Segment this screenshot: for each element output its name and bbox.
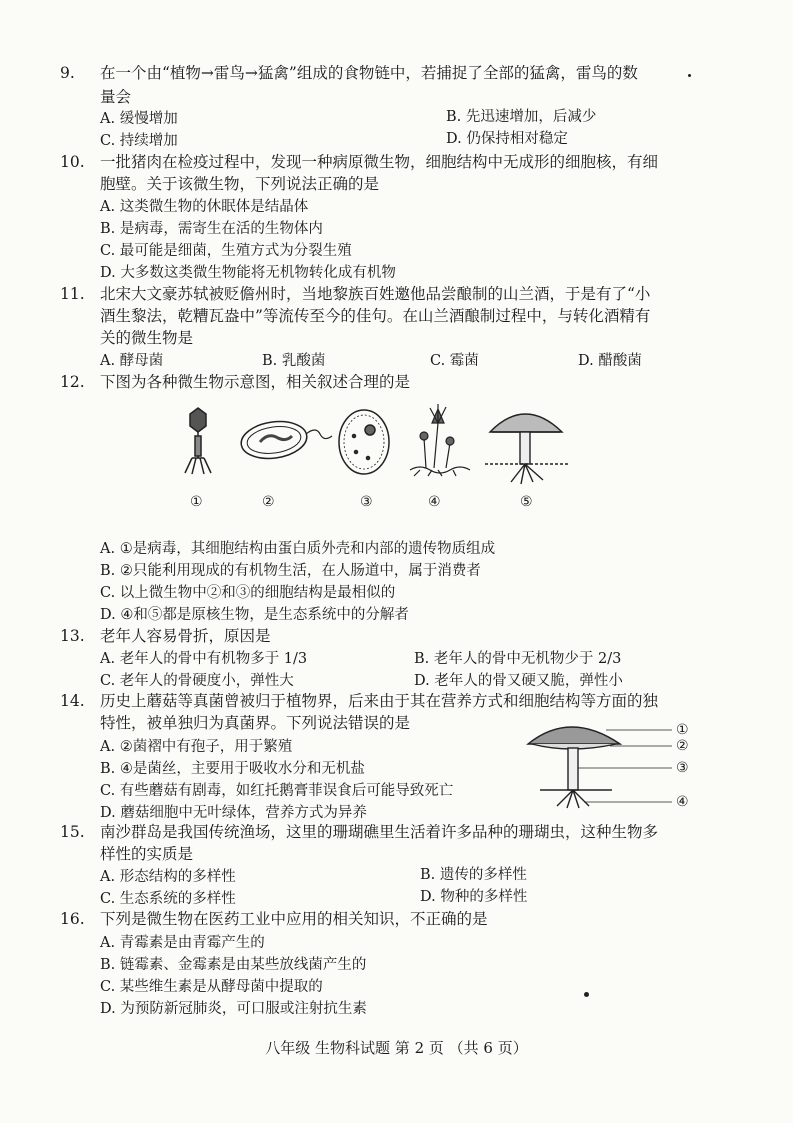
question-13-number: 13.	[60, 627, 85, 645]
question-12-number: 12.	[60, 373, 85, 391]
question-13-option-a: A. 老年人的骨中有机物多于 1/3	[100, 651, 308, 667]
question-14-stem-line-2: 特性，被单独归为真菌界。下列说法错误的是	[100, 714, 411, 732]
question-9-stem-line-1: 在一个由“植物→雷鸟→猛禽”组成的食物链中，若捕捉了全部的猛禽，雷鸟的数	[100, 64, 638, 82]
figure-12-label-2: ②	[262, 494, 275, 510]
question-12-option-d: D. ④和⑤都是原核生物，是生态系统中的分解者	[100, 607, 409, 623]
question-12-option-a: A. ①是病毒，其细胞结构由蛋白质外壳和内部的遗传物质组成	[100, 541, 496, 557]
question-10-option-c: C. 最可能是细菌，生殖方式为分裂生殖	[100, 243, 352, 259]
question-9-option-b: B. 先迅速增加，后减少	[446, 109, 597, 125]
question-15-stem-line-2: 样性的实质是	[100, 845, 194, 863]
question-15-number: 15.	[60, 823, 85, 841]
question-15-option-a: A. 形态结构的多样性	[100, 869, 236, 885]
question-13-option-c: C. 老年人的骨硬度小，弹性大	[100, 673, 294, 689]
question-9-number: 9.	[60, 64, 75, 82]
scan-speck	[584, 992, 589, 997]
question-14-stem-line-1: 历史上蘑菇等真菌曾被归于植物界，后来由于其在营养方式和细胞结构等方面的独	[100, 692, 659, 710]
question-16-option-b: B. 链霉素、金霉素是由某些放线菌产生的	[100, 957, 367, 973]
figure-12-label-3: ③	[360, 494, 373, 510]
question-11-option-c: C. 霉菌	[430, 353, 479, 369]
question-14-option-d: D. 蘑菇细胞中无叶绿体，营养方式为异养	[100, 805, 367, 821]
question-10-number: 10.	[60, 153, 85, 171]
question-9-stem-line-2: 量会	[100, 88, 132, 106]
question-13-option-d: D. 老年人的骨又硬又脆，弹性小	[414, 673, 623, 689]
mold-drawing	[410, 404, 470, 476]
question-10-option-d: D. 大多数这类微生物能将无机物转化成有机物	[100, 265, 396, 281]
scan-speck	[688, 74, 691, 77]
question-11-option-a: A. 酵母菌	[100, 353, 164, 369]
question-9-option-d: D. 仍保持相对稳定	[446, 131, 568, 147]
bacteriophage-drawing	[185, 408, 211, 474]
question-14-number: 14.	[60, 692, 85, 710]
question-11-option-d: D. 醋酸菌	[578, 353, 642, 369]
question-14-option-c: C. 有些蘑菇有剧毒，如红托鹅膏菲误食后可能导致死亡	[100, 783, 454, 799]
question-16-option-c: C. 某些维生素是从酵母菌中提取的	[100, 979, 323, 995]
mushroom-drawing	[485, 414, 568, 484]
question-10-stem-line-2: 胞壁。关于该微生物，下列说法正确的是	[100, 175, 380, 193]
question-11-stem-line-3: 关的微生物是	[100, 329, 194, 347]
question-16-option-d: D. 为预防新冠肺炎，可口服或注射抗生素	[100, 1001, 367, 1017]
figure-14-label-2: ②	[676, 738, 689, 754]
question-13-stem-line-1: 老年人容易骨折，原因是	[100, 627, 271, 645]
bacterium-drawing	[239, 418, 332, 463]
question-11-stem-line-1: 北宋大文豪苏轼被贬儋州时，当地黎族百姓邀他品尝酿制的山兰酒，于是有了“小	[100, 285, 651, 303]
question-10-option-a: A. 这类微生物的休眠体是结晶体	[100, 199, 309, 215]
question-15-option-c: C. 生态系统的多样性	[100, 891, 236, 907]
question-13-option-b: B. 老年人的骨中无机物少于 2/3	[414, 651, 622, 667]
figure-12-label-1: ①	[190, 494, 203, 510]
page-footer: 八年级 生物科试题 第 2 页 （共 6 页）	[265, 1039, 528, 1057]
figure-12-label-5: ⑤	[520, 494, 533, 510]
question-12-stem-line-1: 下图为各种微生物示意图，相关叙述合理的是	[100, 373, 411, 391]
yeast-cell-drawing	[339, 410, 389, 474]
figure-12-label-4: ④	[428, 494, 441, 510]
microorganisms-figure	[170, 398, 570, 493]
figure-14-label-4: ④	[676, 794, 689, 810]
figure-14-label-3: ③	[676, 760, 689, 776]
question-15-option-b: B. 遗传的多样性	[420, 867, 527, 883]
mushroom-structure-figure	[520, 718, 700, 813]
question-14-option-a: A. ②菌褶中有孢子，用于繁殖	[100, 739, 293, 755]
question-16-stem-line-1: 下列是微生物在医药工业中应用的相关知识，不正确的是	[100, 910, 488, 928]
question-12-option-b: B. ②只能利用现成的有机物生活，在人肠道中，属于消费者	[100, 563, 481, 579]
question-15-option-d: D. 物种的多样性	[420, 889, 528, 905]
question-9-option-c: C. 持续增加	[100, 133, 178, 149]
question-11-stem-line-2: 酒生黎法，乾糟瓦盎中”等流传至今的佳句。在山兰酒酿制过程中，与转化酒精有	[100, 307, 651, 325]
figure-14-label-1: ①	[676, 722, 689, 738]
question-14-option-b: B. ④是菌丝，主要用于吸收水分和无机盐	[100, 761, 365, 777]
question-10-stem-line-1: 一批猪肉在检疫过程中，发现一种病原微生物，细胞结构中无成形的细胞核，有细	[100, 153, 659, 171]
question-12-option-c: C. 以上微生物中②和③的细胞结构是最相似的	[100, 585, 396, 601]
question-16-option-a: A. 青霉素是由青霉产生的	[100, 935, 265, 951]
question-9-option-a: A. 缓慢增加	[100, 111, 178, 127]
question-10-option-b: B. 是病毒，需寄生在活的生物体内	[100, 221, 323, 237]
question-15-stem-line-1: 南沙群岛是我国传统渔场，这里的珊瑚礁里生活着许多品种的珊瑚虫，这种生物多	[100, 823, 659, 841]
question-11-number: 11.	[60, 285, 85, 303]
question-11-option-b: B. 乳酸菌	[262, 353, 326, 369]
question-16-number: 16.	[60, 910, 85, 928]
